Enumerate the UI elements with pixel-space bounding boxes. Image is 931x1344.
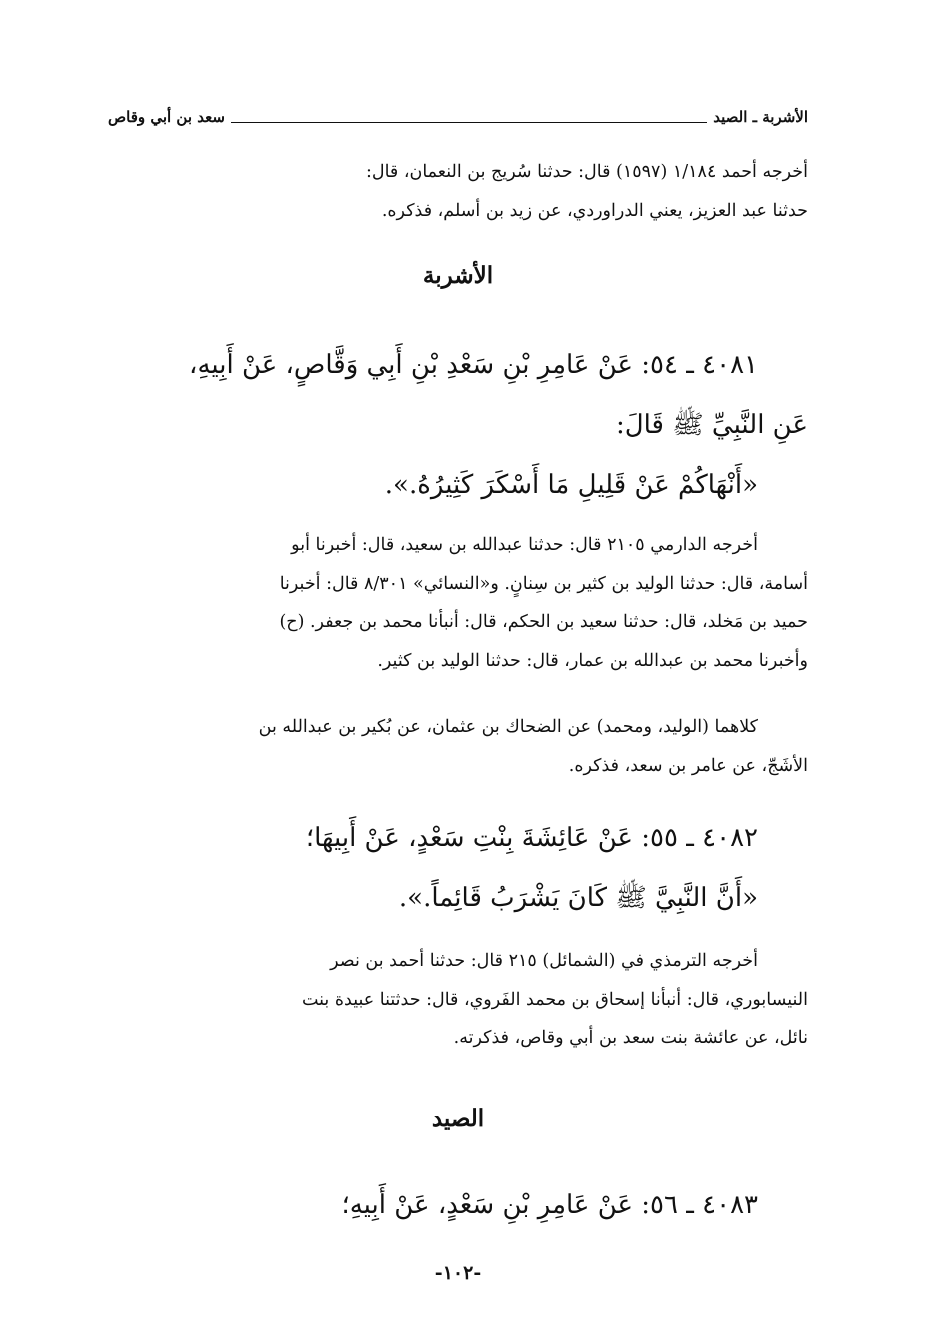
takhrij-4082: [108, 942, 808, 1058]
text-line: وأخبرنا محمد بن عبدالله بن عمار، قال: حدثنا الوليد بن كثير.: [377, 650, 808, 671]
running-header: [108, 104, 808, 130]
text-line: حميد بن مَخلد، قال: حدثنا سعيد بن الحكم، قال: أنبأنا محمد بن جعفر. (ح): [279, 612, 808, 632]
text-line: نائل، عن عائشة بنت سعد بن أبي وقاص، فذكرته.: [453, 1028, 808, 1048]
header-chapter-title: الأشربة ـ الصيد: [713, 108, 808, 126]
section-heading-drinks: الأشربة: [422, 262, 494, 289]
text-line: النيسابوري، قال: أنبأنا إسحاق بن محمد الفَروي، قال: حدثتنا عبيدة بنت: [301, 989, 808, 1010]
header-companion-name: سعد بن أبي وقاص: [108, 108, 225, 126]
hadith-matn: «أَنَّ النَّبِيَّ ﷺ كَانَ يَشْرَبُ قَائِماً.».: [398, 883, 758, 913]
text-line: الأشَجّ، عن عامر بن سعد، فذكره.: [568, 755, 808, 776]
header-rule: [231, 122, 707, 123]
hadith-line: ٤٠٨٢ ـ ٥٥: عَنْ عَائِشَةَ بِنْتِ سَعْدٍ، عَنْ أَبِيهَا؛: [305, 823, 758, 853]
text-line: أخرجه الدارمي ٢١٠٥ قال: حدثنا عبدالله بن سعيد، قال: أخبرنا أبو: [291, 535, 758, 555]
narrators-4081: [108, 708, 808, 785]
hadith-line: ٤٠٨٣ ـ ٥٦: عَنْ عَامِرِ بْنِ سَعْدٍ، عَنْ أَبِيهِ؛: [341, 1190, 758, 1220]
text-line: أسامة، قال: حدثنا الوليد بن كثير بن سِنانٍ. و«النسائي» ٨/٣٠١ قال: أخبرنا: [279, 573, 808, 594]
page-number: -١٠٢-: [434, 1262, 482, 1284]
hadith-4082: [108, 808, 808, 928]
text-line: أخرجه الترمذي في (الشمائل) ٢١٥ قال: حدثنا أحمد بن نصر: [330, 951, 758, 971]
hadith-line: ٤٠٨١ ـ ٥٤: عَنْ عَامِرِ بْنِ سَعْدِ بْنِ أَبِي وَقَّاصٍ، عَنْ أَبِيهِ،: [189, 350, 758, 380]
hadith-4083: [108, 1175, 808, 1235]
text-line: حدثنا عبد العزيز، يعني الدراوردي، عن زيد بن أسلم، فذكره.: [381, 200, 808, 221]
takhrij-previous: [108, 153, 808, 230]
hadith-matn: «أَنْهَاكُمْ عَنْ قَلِيلِ مَا أَسْكَرَ كَثِيرُهُ.».: [384, 470, 758, 500]
section-heading-hunting: الصيد: [431, 1105, 485, 1132]
hadith-line: عَنِ النَّبِيِّ ﷺ قَالَ:: [615, 410, 808, 440]
text-line: كلاهما (الوليد، ومحمد) عن الضحاك بن عثمان، عن بُكير بن عبدالله بن: [258, 717, 758, 737]
takhrij-4081: [108, 526, 808, 680]
hadith-4081: [108, 335, 808, 515]
text-line: أخرجه أحمد ١/١٨٤ (١٥٩٧) قال: حدثنا سُريج بن النعمان، قال:: [365, 162, 808, 182]
